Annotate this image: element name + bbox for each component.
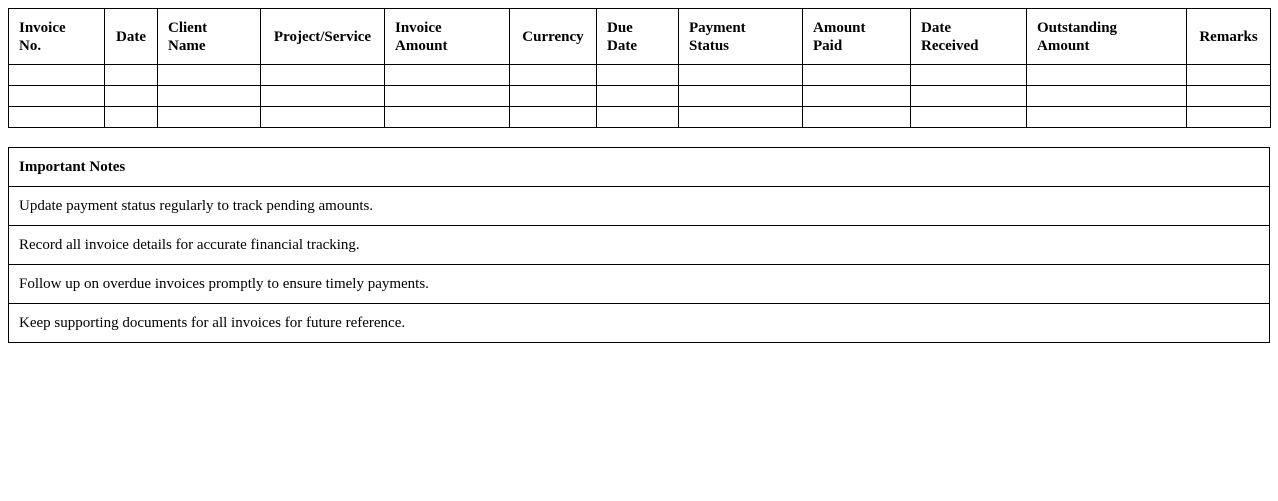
header-line: Paid — [813, 37, 843, 54]
table-cell[interactable] — [105, 107, 158, 128]
table-cell[interactable] — [803, 86, 911, 107]
table-cell[interactable] — [1027, 107, 1187, 128]
table-cell[interactable] — [1187, 107, 1271, 128]
table-cell[interactable] — [158, 65, 261, 86]
invoice-header-row — [9, 9, 1271, 65]
header-line: Remarks — [1199, 28, 1258, 45]
table-cell[interactable] — [1027, 65, 1187, 86]
table-cell[interactable] — [803, 107, 911, 128]
header-invoice-no — [9, 9, 105, 65]
table-cell[interactable] — [385, 65, 510, 86]
table-cell[interactable] — [510, 65, 597, 86]
header-line: Amount — [813, 19, 866, 36]
table-cell[interactable] — [105, 65, 158, 86]
table-cell[interactable] — [679, 86, 803, 107]
table-cell[interactable] — [105, 86, 158, 107]
table-row — [9, 65, 1271, 86]
header-date-received — [911, 9, 1027, 65]
header-client-name — [158, 9, 261, 65]
table-cell[interactable] — [385, 86, 510, 107]
header-line: Name — [168, 37, 206, 54]
notes-table — [8, 147, 1270, 343]
table-cell[interactable] — [597, 107, 679, 128]
header-currency — [510, 9, 597, 65]
table-cell[interactable] — [158, 107, 261, 128]
table-cell[interactable] — [510, 107, 597, 128]
header-line: Received — [921, 37, 979, 54]
header-invoice-amount — [385, 9, 510, 65]
header-remarks — [1187, 9, 1271, 65]
header-line: No. — [19, 37, 42, 54]
note-row — [9, 226, 1270, 265]
table-cell[interactable] — [158, 86, 261, 107]
header-line: Amount — [1037, 37, 1090, 54]
notes-header-row — [9, 148, 1270, 187]
table-cell[interactable] — [911, 65, 1027, 86]
table-cell[interactable] — [261, 65, 385, 86]
table-cell[interactable] — [911, 86, 1027, 107]
header-outstanding-amount — [1027, 9, 1187, 65]
header-line: Invoice — [395, 19, 442, 36]
note-item: Update payment status regularly to track pending amounts. — [9, 187, 1270, 226]
header-due-date — [597, 9, 679, 65]
header-line: Currency — [522, 28, 584, 45]
header-line: Payment — [689, 19, 746, 36]
table-row — [9, 86, 1271, 107]
table-cell[interactable] — [510, 86, 597, 107]
header-line: Due — [607, 19, 633, 36]
table-cell[interactable] — [1187, 65, 1271, 86]
table-cell[interactable] — [385, 107, 510, 128]
header-line: Amount — [395, 37, 448, 54]
header-line: Project/Service — [273, 28, 372, 45]
table-cell[interactable] — [597, 86, 679, 107]
note-item: Follow up on overdue invoices promptly to ensure timely payments. — [9, 265, 1270, 304]
note-row — [9, 304, 1270, 343]
table-cell[interactable] — [1027, 86, 1187, 107]
table-cell[interactable] — [1187, 86, 1271, 107]
table-cell[interactable] — [261, 107, 385, 128]
header-line: Date — [607, 37, 637, 54]
header-payment-status — [679, 9, 803, 65]
note-row — [9, 265, 1270, 304]
note-item: Keep supporting documents for all invoices for future reference. — [9, 304, 1270, 343]
table-cell[interactable] — [9, 86, 105, 107]
header-amount-paid — [803, 9, 911, 65]
invoice-table — [8, 8, 1271, 128]
table-cell[interactable] — [261, 86, 385, 107]
header-line: Invoice — [19, 19, 66, 36]
note-row — [9, 187, 1270, 226]
table-row — [9, 107, 1271, 128]
table-cell[interactable] — [679, 107, 803, 128]
notes-title: Important Notes — [9, 148, 1270, 187]
header-line: Date — [921, 19, 951, 36]
header-line: Outstanding — [1037, 19, 1118, 36]
table-cell[interactable] — [9, 65, 105, 86]
table-cell[interactable] — [597, 65, 679, 86]
table-cell[interactable] — [9, 107, 105, 128]
table-cell[interactable] — [803, 65, 911, 86]
header-date — [105, 9, 158, 65]
note-item: Record all invoice details for accurate financial tracking. — [9, 226, 1270, 265]
table-cell[interactable] — [911, 107, 1027, 128]
header-line: Status — [689, 37, 730, 54]
header-project-service — [261, 9, 385, 65]
header-line: Date — [116, 28, 146, 45]
header-line: Client — [168, 19, 208, 36]
table-cell[interactable] — [679, 65, 803, 86]
